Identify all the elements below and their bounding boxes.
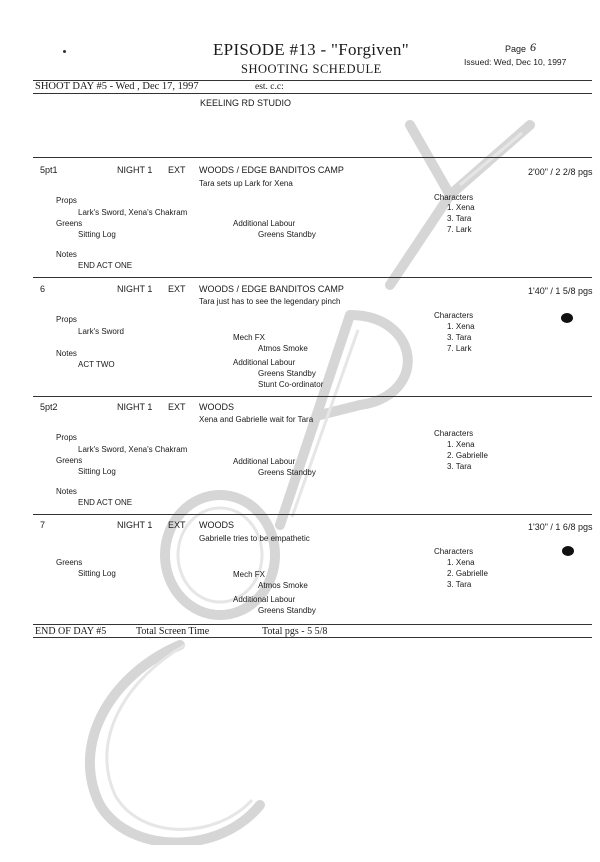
characters-label: Characters (434, 193, 474, 202)
scene-set: WOODS / EDGE BANDITOS CAMP (199, 284, 344, 294)
props-value: Lark's Sword (78, 327, 124, 336)
end-of-day: END OF DAY #5 (35, 626, 107, 637)
scene-night: NIGHT 1 (117, 402, 153, 412)
scene-timing: 1'40" / 1 5/8 pgs (528, 286, 593, 296)
scene-int-ext: EXT (168, 165, 186, 175)
issued-date: Issued: Wed, Dec 10, 1997 (464, 57, 567, 67)
labour-item: Greens Standby (258, 369, 316, 378)
scene-description: Tara just has to see the legendary pinch (199, 297, 341, 306)
characters-label: Characters (434, 547, 474, 556)
footer-bottom-rule (33, 637, 592, 638)
studio-location: KEELING RD STUDIO (200, 98, 292, 108)
notes-value: ACT TWO (78, 360, 115, 369)
est-label: est. c.c: (255, 82, 284, 92)
props-label: Props (56, 433, 77, 442)
character-item: 1. Xena (447, 440, 475, 449)
total-pages: Total pgs - 5 5/8 (262, 626, 328, 637)
scene-number: 5pt2 (40, 402, 58, 412)
props-label: Props (56, 315, 77, 324)
scene-divider (33, 396, 592, 397)
notes-label: Notes (56, 250, 77, 259)
watermark-knotwork (30, 85, 600, 845)
scene-number: 5pt1 (40, 165, 58, 175)
notes-label: Notes (56, 487, 77, 496)
episode-title: EPISODE #13 - "Forgiven" (213, 40, 409, 59)
character-item: 2. Gabrielle (447, 451, 488, 460)
schedule-subtitle: SHOOTING SCHEDULE (241, 62, 382, 76)
scene-int-ext: EXT (168, 402, 186, 412)
greens-label: Greens (56, 558, 83, 567)
props-value: Lark's Sword, Xena's Chakram (78, 445, 188, 454)
footer-rule (33, 624, 592, 625)
scene-divider (33, 277, 592, 278)
greens-value: Sitting Log (78, 569, 116, 578)
character-item: 3. Tara (447, 214, 472, 223)
hole-punch-mark (561, 313, 573, 323)
scene-int-ext: EXT (168, 520, 186, 530)
character-item: 3. Tara (447, 580, 472, 589)
scene-timing: 1'30" / 1 6/8 pgs (528, 522, 593, 532)
scene-night: NIGHT 1 (117, 284, 153, 294)
props-label: Props (56, 196, 77, 205)
character-item: 1. Xena (447, 322, 475, 331)
scene-night: NIGHT 1 (117, 520, 153, 530)
greens-label: Greens (56, 456, 83, 465)
labour-item: Greens Standby (258, 606, 316, 615)
scene-description: Gabrielle tries to be empathetic (199, 534, 310, 543)
notes-label: Notes (56, 349, 77, 358)
character-item: 7. Lark (447, 225, 472, 234)
labour-label: Additional Labour (233, 358, 296, 367)
labour-label: Additional Labour (233, 457, 296, 466)
page-dot (63, 50, 66, 53)
greens-label: Greens (56, 219, 83, 228)
characters-label: Characters (434, 429, 474, 438)
page-label: Page (505, 44, 527, 54)
hole-punch-mark (562, 546, 574, 556)
scene-description: Tara sets up Lark for Xena (199, 179, 293, 188)
greens-value: Sitting Log (78, 467, 116, 476)
fx-value: Atmos Smoke (258, 581, 308, 590)
scene-night: NIGHT 1 (117, 165, 153, 175)
scene-set: WOODS (199, 402, 234, 412)
character-item: 2. Gabrielle (447, 569, 488, 578)
labour-item: Stunt Co-ordinator (258, 380, 324, 389)
notes-value: END ACT ONE (78, 261, 133, 270)
character-item: 3. Tara (447, 462, 472, 471)
day-rule (33, 93, 592, 94)
notes-value: END ACT ONE (78, 498, 133, 507)
labour-item: Greens Standby (258, 468, 316, 477)
greens-value: Sitting Log (78, 230, 116, 239)
fx-value: Atmos Smoke (258, 344, 308, 353)
labour-label: Additional Labour (233, 595, 296, 604)
character-item: 1. Xena (447, 558, 475, 567)
labour-label: Additional Labour (233, 219, 296, 228)
shoot-day: SHOOT DAY #5 - Wed , Dec 17, 1997 (35, 81, 199, 92)
fx-label: Mech FX (233, 333, 266, 342)
scene-int-ext: EXT (168, 284, 186, 294)
scene-divider (33, 514, 592, 515)
characters-label: Characters (434, 311, 474, 320)
page-number: 6 (530, 40, 536, 54)
total-screen-time: Total Screen Time (136, 626, 210, 637)
scene-number: 6 (40, 284, 46, 294)
labour-item: Greens Standby (258, 230, 316, 239)
fx-label: Mech FX (233, 570, 266, 579)
scene-timing: 2'00" / 2 2/8 pgs (528, 167, 593, 177)
scene-number: 7 (40, 520, 46, 530)
scene-description: Xena and Gabrielle wait for Tara (199, 415, 314, 424)
scene-set: WOODS / EDGE BANDITOS CAMP (199, 165, 344, 175)
character-item: 7. Lark (447, 344, 472, 353)
scene-divider (33, 157, 592, 158)
character-item: 1. Xena (447, 203, 475, 212)
character-item: 3. Tara (447, 333, 472, 342)
props-value: Lark's Sword, Xena's Chakram (78, 208, 188, 217)
scene-set: WOODS (199, 520, 234, 530)
